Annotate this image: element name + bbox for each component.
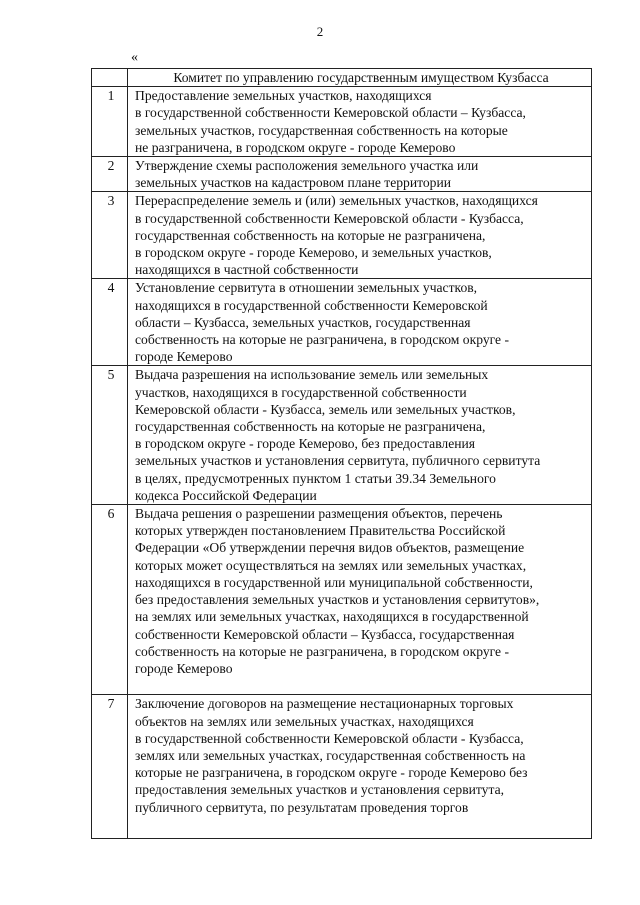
page-number: 2 — [316, 24, 324, 39]
description-line — [135, 677, 587, 694]
description-line: кодекса Российской Федерации — [135, 487, 317, 503]
description-line: собственности Кемеровской области – Кузбасса, государственная — [135, 626, 515, 642]
description-line: Заключение договоров на размещение нестационарных торговых — [135, 696, 514, 712]
service-description — [128, 279, 592, 366]
description-line: объектов на землях или земельных участках, находящихся — [135, 713, 474, 729]
description-line: Выдача разрешения на использование земель или земельных — [135, 367, 489, 383]
description-line: Предоставление земельных участков, находящихся — [135, 88, 432, 104]
description-line: предоставления земельных участков и установления сервитута, — [135, 782, 504, 798]
description-line: собственность на которые не разграничена, в городском округе - — [135, 332, 509, 348]
description-line: которых может осуществляться на землях или земельных участках, — [135, 557, 527, 573]
description-line: земельных участков, государственная собственность на которые — [135, 122, 508, 138]
description-line: городе Кемерово — [135, 349, 233, 365]
description-line: Установление сервитута в отношении земельных участков, — [135, 280, 478, 296]
description-line: в целях, предусмотренных пунктом 1 статьи 39.34 Земельного — [135, 470, 496, 486]
service-description — [128, 192, 592, 279]
row-number: 1 — [92, 87, 128, 157]
heading-num-cell — [92, 69, 128, 87]
description-line: в городском округе - городе Кемерово, без предоставления — [135, 436, 476, 452]
description-line: участков, находящихся в государственной собственности — [135, 384, 467, 400]
table-row — [92, 279, 592, 366]
service-description — [128, 505, 592, 695]
table-heading: Комитет по управлению государственным имуществом Кузбасса — [128, 69, 592, 87]
service-description — [128, 87, 592, 157]
description-line: находящихся в государственной собственности Кемеровской — [135, 297, 488, 313]
services-table — [91, 68, 592, 839]
row-number: 6 — [92, 505, 128, 695]
description-line: находящихся в частной собственности — [135, 262, 359, 278]
description-line: государственная собственность на которые не разграничена, — [135, 227, 486, 243]
table-row — [92, 87, 592, 157]
description-line: в городском округе - городе Кемерово, и земельных участков, — [135, 245, 492, 261]
opening-quote-mark: « — [131, 50, 138, 65]
description-line: Утверждение схемы расположения земельного участка или — [135, 158, 479, 174]
service-description — [128, 157, 592, 192]
description-line: без предоставления земельных участков и установления сервитутов», — [135, 592, 540, 608]
description-line: Кемеровской области - Кузбасса, земель или земельных участков, — [135, 401, 516, 417]
service-description — [128, 695, 592, 838]
description-line: публичного сервитута, по результатам проведения торгов — [135, 799, 469, 815]
description-line: землях или земельных участках, государственная собственность на — [135, 747, 526, 763]
table-heading-row — [92, 69, 592, 87]
description-line: на землях или земельных участках, находящихся в государственной — [135, 609, 529, 625]
description-line: государственная собственность на которые не разграничена, — [135, 419, 486, 435]
row-number: 3 — [92, 192, 128, 279]
description-line: Федерации «Об утверждении перечня видов объектов, размещение — [135, 540, 525, 556]
description-line: в государственной собственности Кемеровской области - Кузбасса, — [135, 730, 524, 746]
description-line: городе Кемерово — [135, 660, 233, 676]
description-line: области – Кузбасса, земельных участков, государственная — [135, 314, 471, 330]
description-line: в государственной собственности Кемеровской области - Кузбасса, — [135, 210, 524, 226]
description-line: земельных участков и установления сервитута, публичного сервитута — [135, 453, 541, 469]
description-line: Перераспределение земель и (или) земельных участков, находящихся — [135, 193, 538, 209]
description-line: Выдача решения о разрешении размещения объектов, перечень — [135, 506, 503, 522]
description-line: земельных участков на кадастровом плане территории — [135, 175, 452, 191]
description-line: в государственной собственности Кемеровской области – Кузбасса, — [135, 105, 526, 121]
service-description — [128, 366, 592, 505]
table-row — [92, 695, 592, 838]
table-row — [92, 505, 592, 695]
description-line: находящихся в государственной или муниципальной собственности, — [135, 574, 533, 590]
table-row — [92, 192, 592, 279]
row-number: 5 — [92, 366, 128, 505]
table-row — [92, 157, 592, 192]
row-number: 4 — [92, 279, 128, 366]
table-row — [92, 366, 592, 505]
description-line: собственность на которые не разграничена, в городском округе - — [135, 643, 509, 659]
description-line: не разграничена, в городском округе - городе Кемерово — [135, 139, 456, 155]
row-number: 7 — [92, 695, 128, 838]
description-line: которые не разграничена, в городском округе - городе Кемерово без — [135, 765, 528, 781]
row-number: 2 — [92, 157, 128, 192]
description-line: которых утвержден постановлением Правительства Российской — [135, 523, 506, 539]
